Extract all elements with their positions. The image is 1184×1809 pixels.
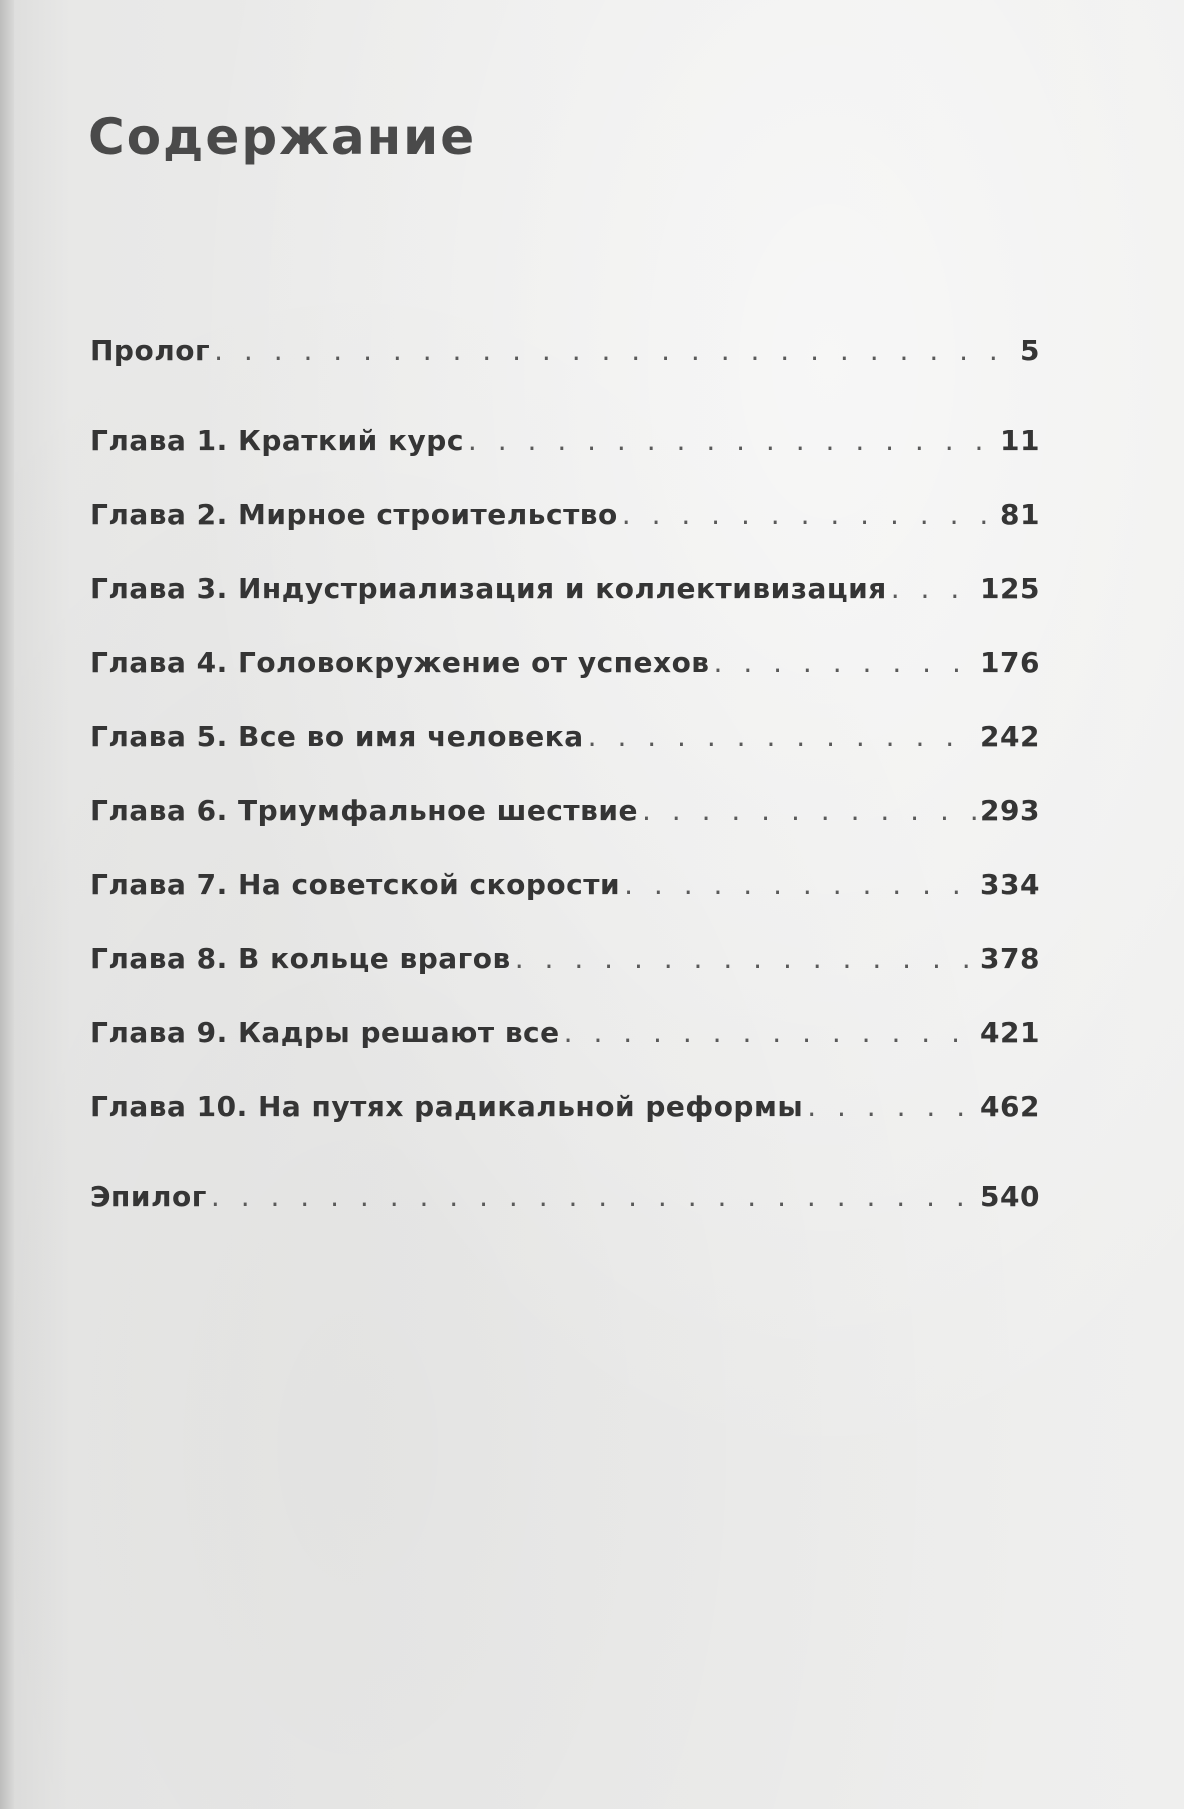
toc-entry-label: Эпилог bbox=[90, 1180, 207, 1213]
page-gutter-edge bbox=[0, 0, 14, 1809]
toc-entry-prologue bbox=[90, 334, 1040, 370]
toc-entry-page: 540 bbox=[980, 1180, 1040, 1213]
toc-entry-page: 378 bbox=[980, 942, 1040, 975]
toc-entry-label: Пролог bbox=[90, 334, 211, 367]
toc-entry-chapter-1 bbox=[90, 424, 1040, 460]
toc-entry-page: 176 bbox=[980, 646, 1040, 679]
dot-leader bbox=[891, 572, 976, 605]
toc-entry-page: 242 bbox=[980, 720, 1040, 753]
toc-entry-chapter-6 bbox=[90, 794, 1040, 830]
toc-entry-page: 5 bbox=[1020, 334, 1040, 367]
toc-entry-chapter-10 bbox=[90, 1090, 1040, 1126]
toc-entry-label: Глава 2. Мирное строительство bbox=[90, 498, 618, 531]
dot-leader bbox=[642, 794, 976, 827]
toc-entry-label: Глава 8. В кольце врагов bbox=[90, 942, 511, 975]
toc-entry-label: Глава 1. Краткий курс bbox=[90, 424, 464, 457]
dot-leader bbox=[622, 498, 996, 531]
toc-entry-label: Глава 5. Все во имя человека bbox=[90, 720, 584, 753]
dot-leader bbox=[468, 424, 996, 457]
dot-leader bbox=[714, 646, 977, 679]
dot-leader bbox=[564, 1016, 976, 1049]
toc-entry-page: 462 bbox=[980, 1090, 1040, 1123]
table-of-contents bbox=[90, 334, 1040, 1216]
toc-entry-page: 293 bbox=[980, 794, 1040, 827]
page-title: Содержание bbox=[88, 108, 477, 166]
dot-leader bbox=[807, 1090, 976, 1123]
dot-leader bbox=[588, 720, 976, 753]
toc-entry-chapter-5 bbox=[90, 720, 1040, 756]
dot-leader bbox=[211, 1180, 976, 1213]
toc-entry-chapter-8 bbox=[90, 942, 1040, 978]
toc-entry-chapter-3 bbox=[90, 572, 1040, 608]
toc-entry-page: 334 bbox=[980, 868, 1040, 901]
toc-entry-page: 421 bbox=[980, 1016, 1040, 1049]
toc-entry-label: Глава 9. Кадры решают все bbox=[90, 1016, 560, 1049]
toc-entry-chapter-2 bbox=[90, 498, 1040, 534]
toc-entry-epilogue bbox=[90, 1180, 1040, 1216]
toc-entry-chapter-7 bbox=[90, 868, 1040, 904]
dot-leader bbox=[515, 942, 976, 975]
toc-entry-chapter-9 bbox=[90, 1016, 1040, 1052]
toc-entry-label: Глава 3. Индустриализация и коллективизация bbox=[90, 572, 887, 605]
toc-entry-page: 125 bbox=[980, 572, 1040, 605]
toc-entry-page: 11 bbox=[1000, 424, 1040, 457]
toc-entry-label: Глава 4. Головокружение от успехов bbox=[90, 646, 710, 679]
toc-entry-label: Глава 6. Триумфальное шествие bbox=[90, 794, 638, 827]
toc-entry-chapter-4 bbox=[90, 646, 1040, 682]
toc-entry-label: Глава 10. На путях радикальной реформы bbox=[90, 1090, 804, 1123]
toc-entry-label: Глава 7. На советской скорости bbox=[90, 868, 621, 901]
dot-leader bbox=[214, 334, 1016, 367]
dot-leader bbox=[624, 868, 976, 901]
toc-entry-page: 81 bbox=[1000, 498, 1040, 531]
